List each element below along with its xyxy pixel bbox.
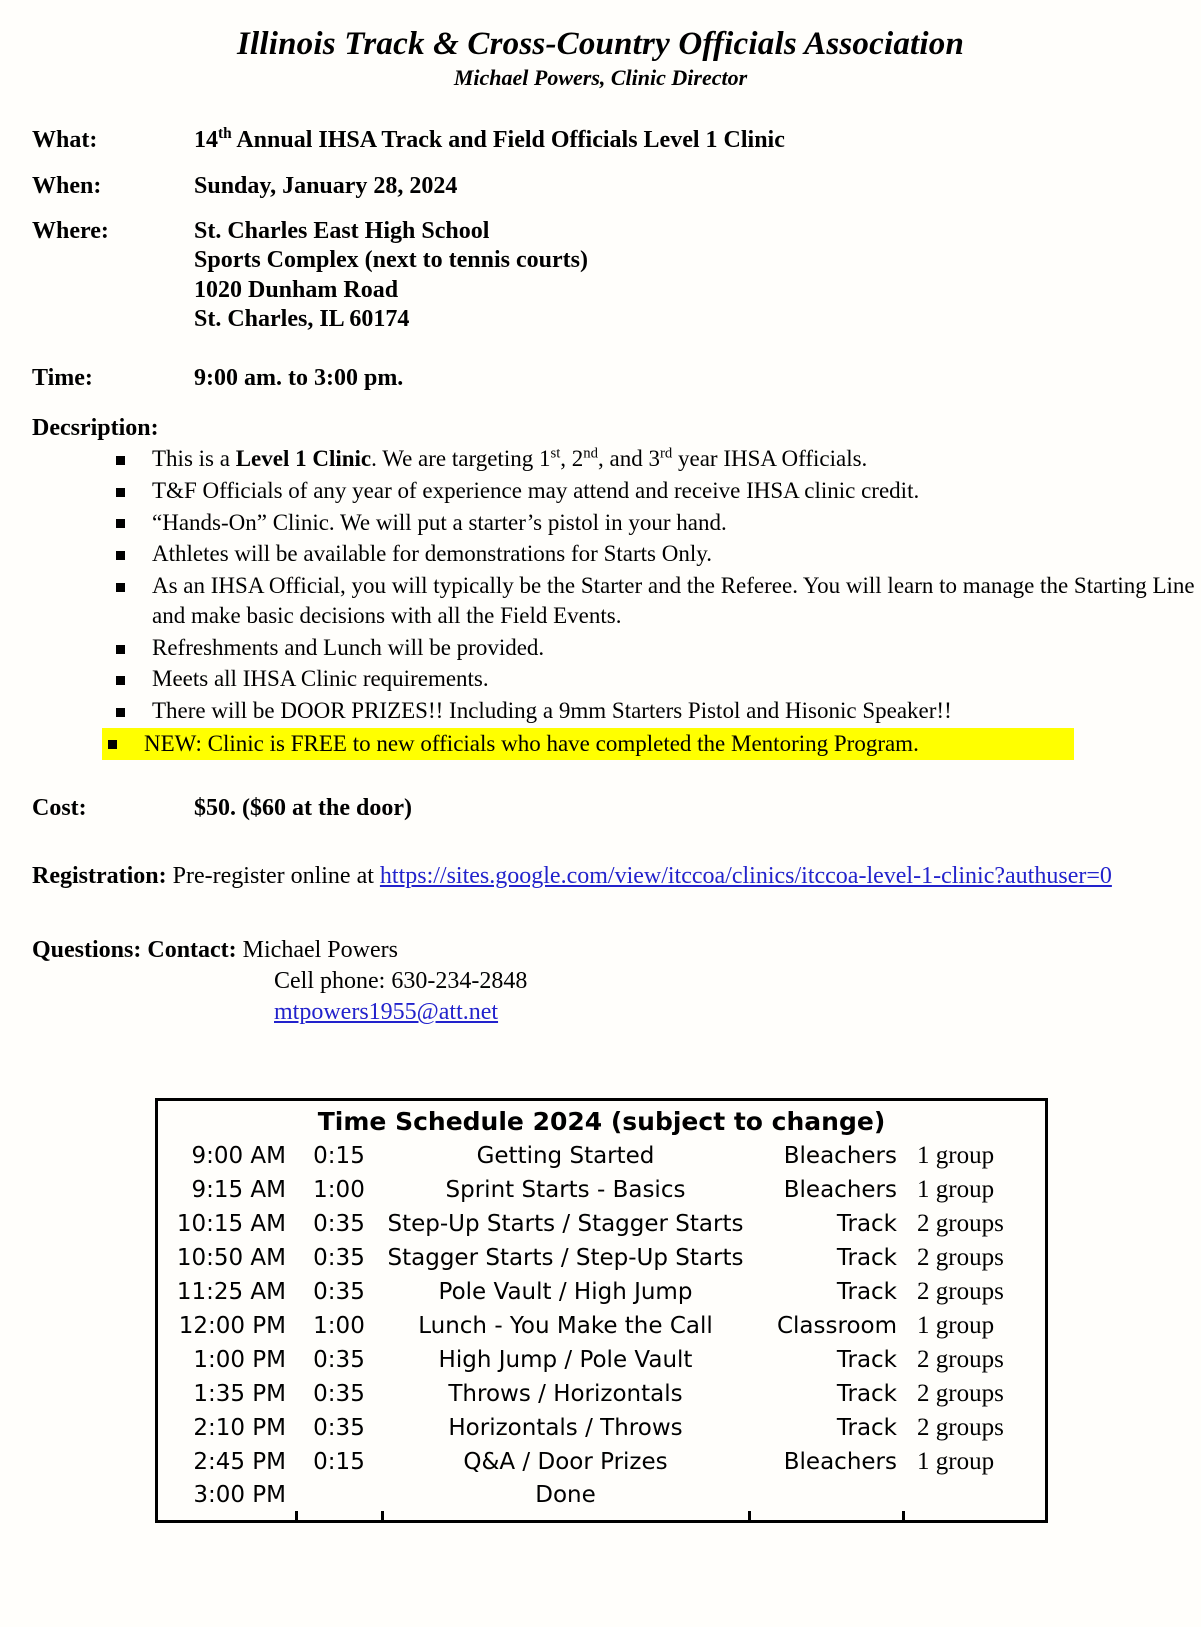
square-bullet-icon: [116, 551, 125, 560]
schedule-row: [157, 1207, 1047, 1241]
bullet-text: Meets all IHSA Clinic requirements.: [152, 666, 489, 692]
square-bullet-icon: [116, 645, 125, 654]
schedule-row: [157, 1241, 1047, 1275]
schedule-cell-duration: 0:15: [313, 1143, 365, 1169]
description-bullet-item: [110, 444, 1201, 475]
field-row-time: [32, 364, 1201, 393]
bullet-text: Refreshments and Lunch will be provided.: [152, 634, 545, 660]
square-bullet-icon: [116, 676, 125, 685]
schedule-cell-groups: 2 groups: [917, 1414, 1004, 1441]
schedule-row: [157, 1479, 1047, 1511]
organization-title: Illinois Track & Cross-Country Officials Association: [236, 26, 965, 62]
bullet-text: , 2: [560, 446, 584, 472]
cost-value: $50. ($60 at the door): [194, 795, 412, 822]
what-label: What:: [32, 127, 98, 154]
ordinal-suffix: rd: [659, 445, 673, 462]
address-line: St. Charles East High School: [194, 218, 490, 245]
schedule-cell-location: Track: [836, 1279, 897, 1305]
clinic-director-subtitle: Michael Powers, Clinic Director: [453, 65, 748, 91]
bullet-text: NEW: Clinic is FREE to new officials who have completed the Mentoring Program.: [144, 730, 919, 756]
questions-email-line: [32, 997, 1201, 1028]
schedule-cell-activity: Done: [535, 1482, 596, 1508]
address-line: Sports Complex (next to tennis courts): [194, 247, 588, 274]
when-label: When:: [32, 172, 102, 199]
questions-label: Questions:: [32, 936, 142, 963]
what-value: [194, 126, 785, 155]
description-bullet-item: [110, 476, 1201, 507]
schedule-cell-location: Track: [836, 1245, 897, 1271]
bullet-emphasis: Level 1 Clinic: [235, 446, 372, 472]
ordinal-suffix: nd: [583, 445, 599, 462]
description-bullet-item: [110, 508, 1201, 539]
schedule-cell-activity: Stagger Starts / Step-Up Starts: [387, 1245, 744, 1271]
schedule-cell-activity: Step-Up Starts / Stagger Starts: [387, 1211, 744, 1237]
schedule-cell-duration: 0:35: [313, 1381, 365, 1407]
schedule-cell-groups: 2 groups: [917, 1210, 1004, 1237]
where-label: Where:: [32, 218, 109, 245]
registration-label: Registration:: [32, 863, 167, 890]
schedule-cell-location: Classroom: [776, 1313, 897, 1339]
description-bullet-item: [102, 728, 1074, 761]
square-bullet-icon: [108, 740, 117, 749]
bullet-text: “Hands-On” Clinic. We will put a starter’s pistol in your hand.: [152, 509, 727, 535]
schedule-cell-location: Bleachers: [783, 1449, 897, 1475]
registration-url-link[interactable]: https://sites.google.com/view/itccoa/clinics/itccoa-level-1-clinic?authuser=0: [379, 863, 1112, 890]
tick-cell: [749, 1511, 903, 1522]
schedule-cell-duration: 0:35: [313, 1245, 365, 1271]
description-bullet-item: [110, 664, 1201, 695]
schedule-cell-activity: Lunch - You Make the Call: [418, 1313, 713, 1339]
schedule-row: [157, 1411, 1047, 1445]
event-details-block: [0, 126, 1201, 393]
square-bullet-icon: [116, 519, 125, 528]
when-value: Sunday, January 28, 2024: [194, 172, 458, 199]
cost-label: Cost:: [32, 795, 87, 822]
schedule-table-body: [157, 1139, 1047, 1511]
square-bullet-icon: [116, 488, 125, 497]
schedule-table-head: [157, 1100, 1047, 1140]
square-bullet-icon: [116, 456, 125, 465]
schedule-bottom-tick-row: [157, 1511, 1047, 1522]
schedule-title-row: [157, 1100, 1047, 1140]
where-value: [194, 217, 588, 334]
schedule-cell-time: 2:45 PM: [193, 1449, 286, 1475]
schedule-table-foot: [157, 1511, 1047, 1522]
schedule-row: [157, 1275, 1047, 1309]
bullet-text: As an IHSA Official, you will typically be the Starter and the Referee. You will learn to manage the Starting Line and make basic decisions with all the Field Events.: [152, 572, 1195, 629]
document-header: [0, 0, 1201, 90]
schedule-cell-groups: [903, 1479, 1047, 1511]
schedule-cell-activity: Pole Vault / High Jump: [438, 1279, 693, 1305]
bullet-text: There will be DOOR PRIZES!! Including a 9mm Starters Pistol and Hisonic Speaker!!: [152, 697, 952, 723]
schedule-row: [157, 1139, 1047, 1173]
schedule-cell-activity: High Jump / Pole Vault: [438, 1347, 693, 1373]
what-number: 14: [194, 127, 218, 154]
description-bullet-list: [0, 444, 1201, 760]
what-title-text: Annual IHSA Track and Field Officials Level 1 Clinic: [231, 127, 785, 154]
schedule-cell-location: Track: [836, 1415, 897, 1441]
questions-phone-line: [32, 966, 1201, 997]
field-row-cost: [0, 794, 1201, 823]
time-label: Time:: [32, 365, 93, 392]
schedule-cell-time: 12:00 PM: [178, 1313, 286, 1339]
schedule-cell-duration: 0:35: [313, 1415, 365, 1441]
description-bullet-item: [110, 571, 1201, 632]
field-row-when: [32, 172, 1201, 201]
schedule-cell-time: 10:15 AM: [176, 1211, 286, 1237]
schedule-cell-duration: [296, 1479, 382, 1511]
schedule-table-wrapper: [155, 1098, 1048, 1523]
description-bullet-item: [110, 539, 1201, 570]
schedule-cell-groups: 1 group: [917, 1448, 995, 1475]
bullet-text: T&F Officials of any year of experience may attend and receive IHSA clinic credit.: [152, 477, 920, 503]
questions-contact-line: [32, 935, 1201, 966]
schedule-cell-activity: Q&A / Door Prizes: [463, 1449, 668, 1475]
schedule-row: [157, 1173, 1047, 1207]
schedule-cell-time: 9:00 AM: [191, 1143, 286, 1169]
description-bullet-item: [110, 633, 1201, 664]
schedule-cell-activity: Horizontals / Throws: [448, 1415, 683, 1441]
bullet-text: , and 3: [598, 446, 660, 472]
schedule-cell-duration: 1:00: [313, 1177, 365, 1203]
schedule-row: [157, 1343, 1047, 1377]
schedule-cell-groups: 1 group: [917, 1142, 995, 1169]
questions-block: [0, 935, 1201, 1029]
tick-cell: [296, 1511, 382, 1522]
schedule-cell-groups: 1 group: [917, 1176, 995, 1203]
description-bullet-item: [110, 696, 1201, 727]
schedule-cell-time: 9:15 AM: [191, 1177, 286, 1203]
field-row-where: [32, 217, 1201, 334]
time-value: 9:00 am. to 3:00 pm.: [194, 365, 404, 392]
address-line: St. Charles, IL 60174: [194, 305, 410, 332]
schedule-cell-duration: 0:35: [313, 1211, 365, 1237]
email-link[interactable]: mtpowers1955@att.net: [274, 998, 499, 1025]
schedule-cell-location: Track: [836, 1347, 897, 1373]
schedule-cell-time: 1:35 PM: [193, 1381, 286, 1407]
schedule-cell-activity: Sprint Starts - Basics: [445, 1177, 686, 1203]
schedule-cell-location: Bleachers: [783, 1143, 897, 1169]
address-line: 1020 Dunham Road: [194, 276, 399, 303]
bullet-text: . We are targeting 1: [371, 446, 551, 472]
schedule-cell-time: 2:10 PM: [193, 1415, 286, 1441]
schedule-title: Time Schedule 2024 (subject to change): [317, 1107, 886, 1136]
cell-phone-number: 630-234-2848: [391, 967, 528, 994]
schedule-cell-location: Track: [836, 1381, 897, 1407]
tick-cell: [382, 1511, 749, 1522]
schedule-cell-activity: Throws / Horizontals: [448, 1381, 683, 1407]
schedule-cell-location: Bleachers: [783, 1177, 897, 1203]
schedule-cell-duration: 0:35: [313, 1279, 365, 1305]
schedule-row: [157, 1309, 1047, 1343]
registration-lead-text: Pre-register online at: [166, 863, 380, 890]
schedule-cell-time: 10:50 AM: [176, 1245, 286, 1271]
schedule-cell-duration: 0:15: [313, 1449, 365, 1475]
bullet-text: This is a: [152, 446, 236, 472]
schedule-cell-location: Track: [836, 1211, 897, 1237]
schedule-cell-groups: 2 groups: [917, 1244, 1004, 1271]
time-schedule-table: [155, 1098, 1048, 1523]
schedule-row: [157, 1377, 1047, 1411]
field-row-what: [32, 126, 1201, 155]
cell-phone-label: Cell phone:: [274, 967, 392, 994]
schedule-cell-time: 3:00 PM: [193, 1482, 286, 1508]
registration-block: [0, 861, 1201, 892]
bullet-text: Athletes will be available for demonstrations for Starts Only.: [152, 541, 712, 567]
schedule-cell-groups: 2 groups: [917, 1278, 1004, 1305]
square-bullet-icon: [116, 708, 125, 717]
schedule-cell-duration: 1:00: [313, 1313, 365, 1339]
square-bullet-icon: [116, 583, 125, 592]
schedule-cell-location: [749, 1479, 903, 1511]
schedule-cell-groups: 2 groups: [917, 1380, 1004, 1407]
schedule-cell-time: 1:00 PM: [193, 1347, 286, 1373]
description-heading: Decsription:: [32, 415, 159, 442]
schedule-row: [157, 1445, 1047, 1479]
schedule-cell-groups: 1 group: [917, 1312, 995, 1339]
tick-cell: [157, 1511, 297, 1522]
schedule-cell-time: 11:25 AM: [176, 1279, 286, 1305]
schedule-cell-activity: Getting Started: [476, 1143, 655, 1169]
contact-label: Contact:: [147, 936, 237, 963]
bullet-text: year IHSA Officials.: [672, 446, 868, 472]
ordinal-suffix: st: [550, 445, 561, 462]
tick-cell: [903, 1511, 1047, 1522]
what-ordinal-suffix: th: [218, 125, 232, 143]
schedule-cell-groups: 2 groups: [917, 1346, 1004, 1373]
schedule-cell-duration: 0:35: [313, 1347, 365, 1373]
contact-name: Michael Powers: [236, 936, 398, 963]
